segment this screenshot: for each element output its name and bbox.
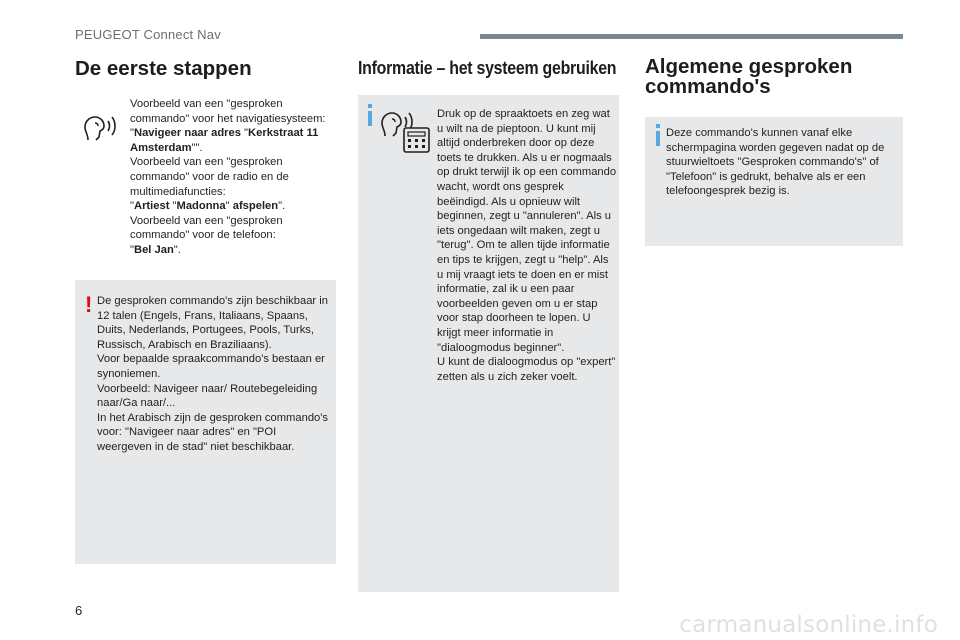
general-info-text [666,126,898,199]
warning-text [97,294,332,455]
warning-line: In het Arabisch zijn de gesproken commando's voor: "Navigeer naar adres" en "POI weergeven in de stad" niet beschikbaar. [97,411,328,453]
example-nav-command: "Navigeer naar adres "Kerkstraat 11 Amsterdam"". [130,127,319,154]
section-title-first-steps: De eerste stappen [75,57,252,80]
info-icon-dot [368,104,372,108]
section-title-general-commands: Algemene gesproken commando's [645,55,853,98]
info-line: Druk op de spraaktoets en zeg wat u wilt na de pieptoon. U kunt mij altijd onderbreken door op deze toets te drukken. Als u er nogmaals op drukt terwijl ik op een commando wacht, wordt ons gesprek beëindigd. Als u opnieuw wilt beginnen, zegt u "annuleren". Als u iets ongedaan wilt maken, zegt u "terug". Om te allen tijde informatie en tips te krijgen, zegt u "help". Als u mij vraagt iets te doen en er mist informatie, zal ik u een paar voorbeelden geven om u er stap voor stap doorheen te lopen. U krijgt meer informatie in "dialoogmodus beginner". [437,108,617,354]
example-media-command: "Artiest "Madonna" afspelen". [130,200,286,213]
info-icon [368,111,372,126]
info-icon [656,131,660,146]
warning-icon: ! [85,292,93,317]
example-media-intro: Voorbeeld van een "gesproken commando" voor de radio en de multimediafuncties: [130,156,289,198]
header-title: PEUGEOT Connect Nav [75,27,221,42]
warning-line: Voor bepaalde spraakcommando's bestaan er synoniemen. [97,353,325,380]
warning-line: Voorbeeld: Navigeer naar/ Routebegeleiding naar/Ga naar/... [97,382,318,410]
voice-command-icon [84,110,118,142]
info-icon-dot [656,124,660,128]
general-info-line: Deze commando's kunnen vanaf elke schermpagina worden gegeven nadat op de stuurwieltoets "Gesproken commando's" of "Telefoon" is gedrukt, behalve als er een telefoongesprek bezig is. [666,127,885,198]
example-phone-intro: Voorbeeld van een "gesproken commando" voor de telefoon: [130,214,283,242]
voice-keypad-icon [381,106,431,154]
info-line: U kunt de dialoogmodus op "expert" zetten als u zich zeker voelt. [437,356,616,383]
section-title-info: Informatie – het systeem gebruiken [358,57,617,78]
header-accent-bar [480,34,903,39]
example-phone-command: "Bel Jan". [130,243,181,256]
warning-line: De gesproken commando's zijn beschikbaar in 12 talen (Engels, Frans, Italiaans, Spaans, Duits, Nederlands, Portugees, Pools, Turks, Russisch, Arabisch en Braziliaans). [97,295,328,351]
info-text [437,107,617,384]
watermark: carmanualsonline.info [679,612,938,638]
page-number: 6 [75,603,83,618]
example-nav-intro: Voorbeeld van een "gesproken commando" voor het navigatiesysteem: [130,98,326,125]
example-commands [130,97,335,258]
